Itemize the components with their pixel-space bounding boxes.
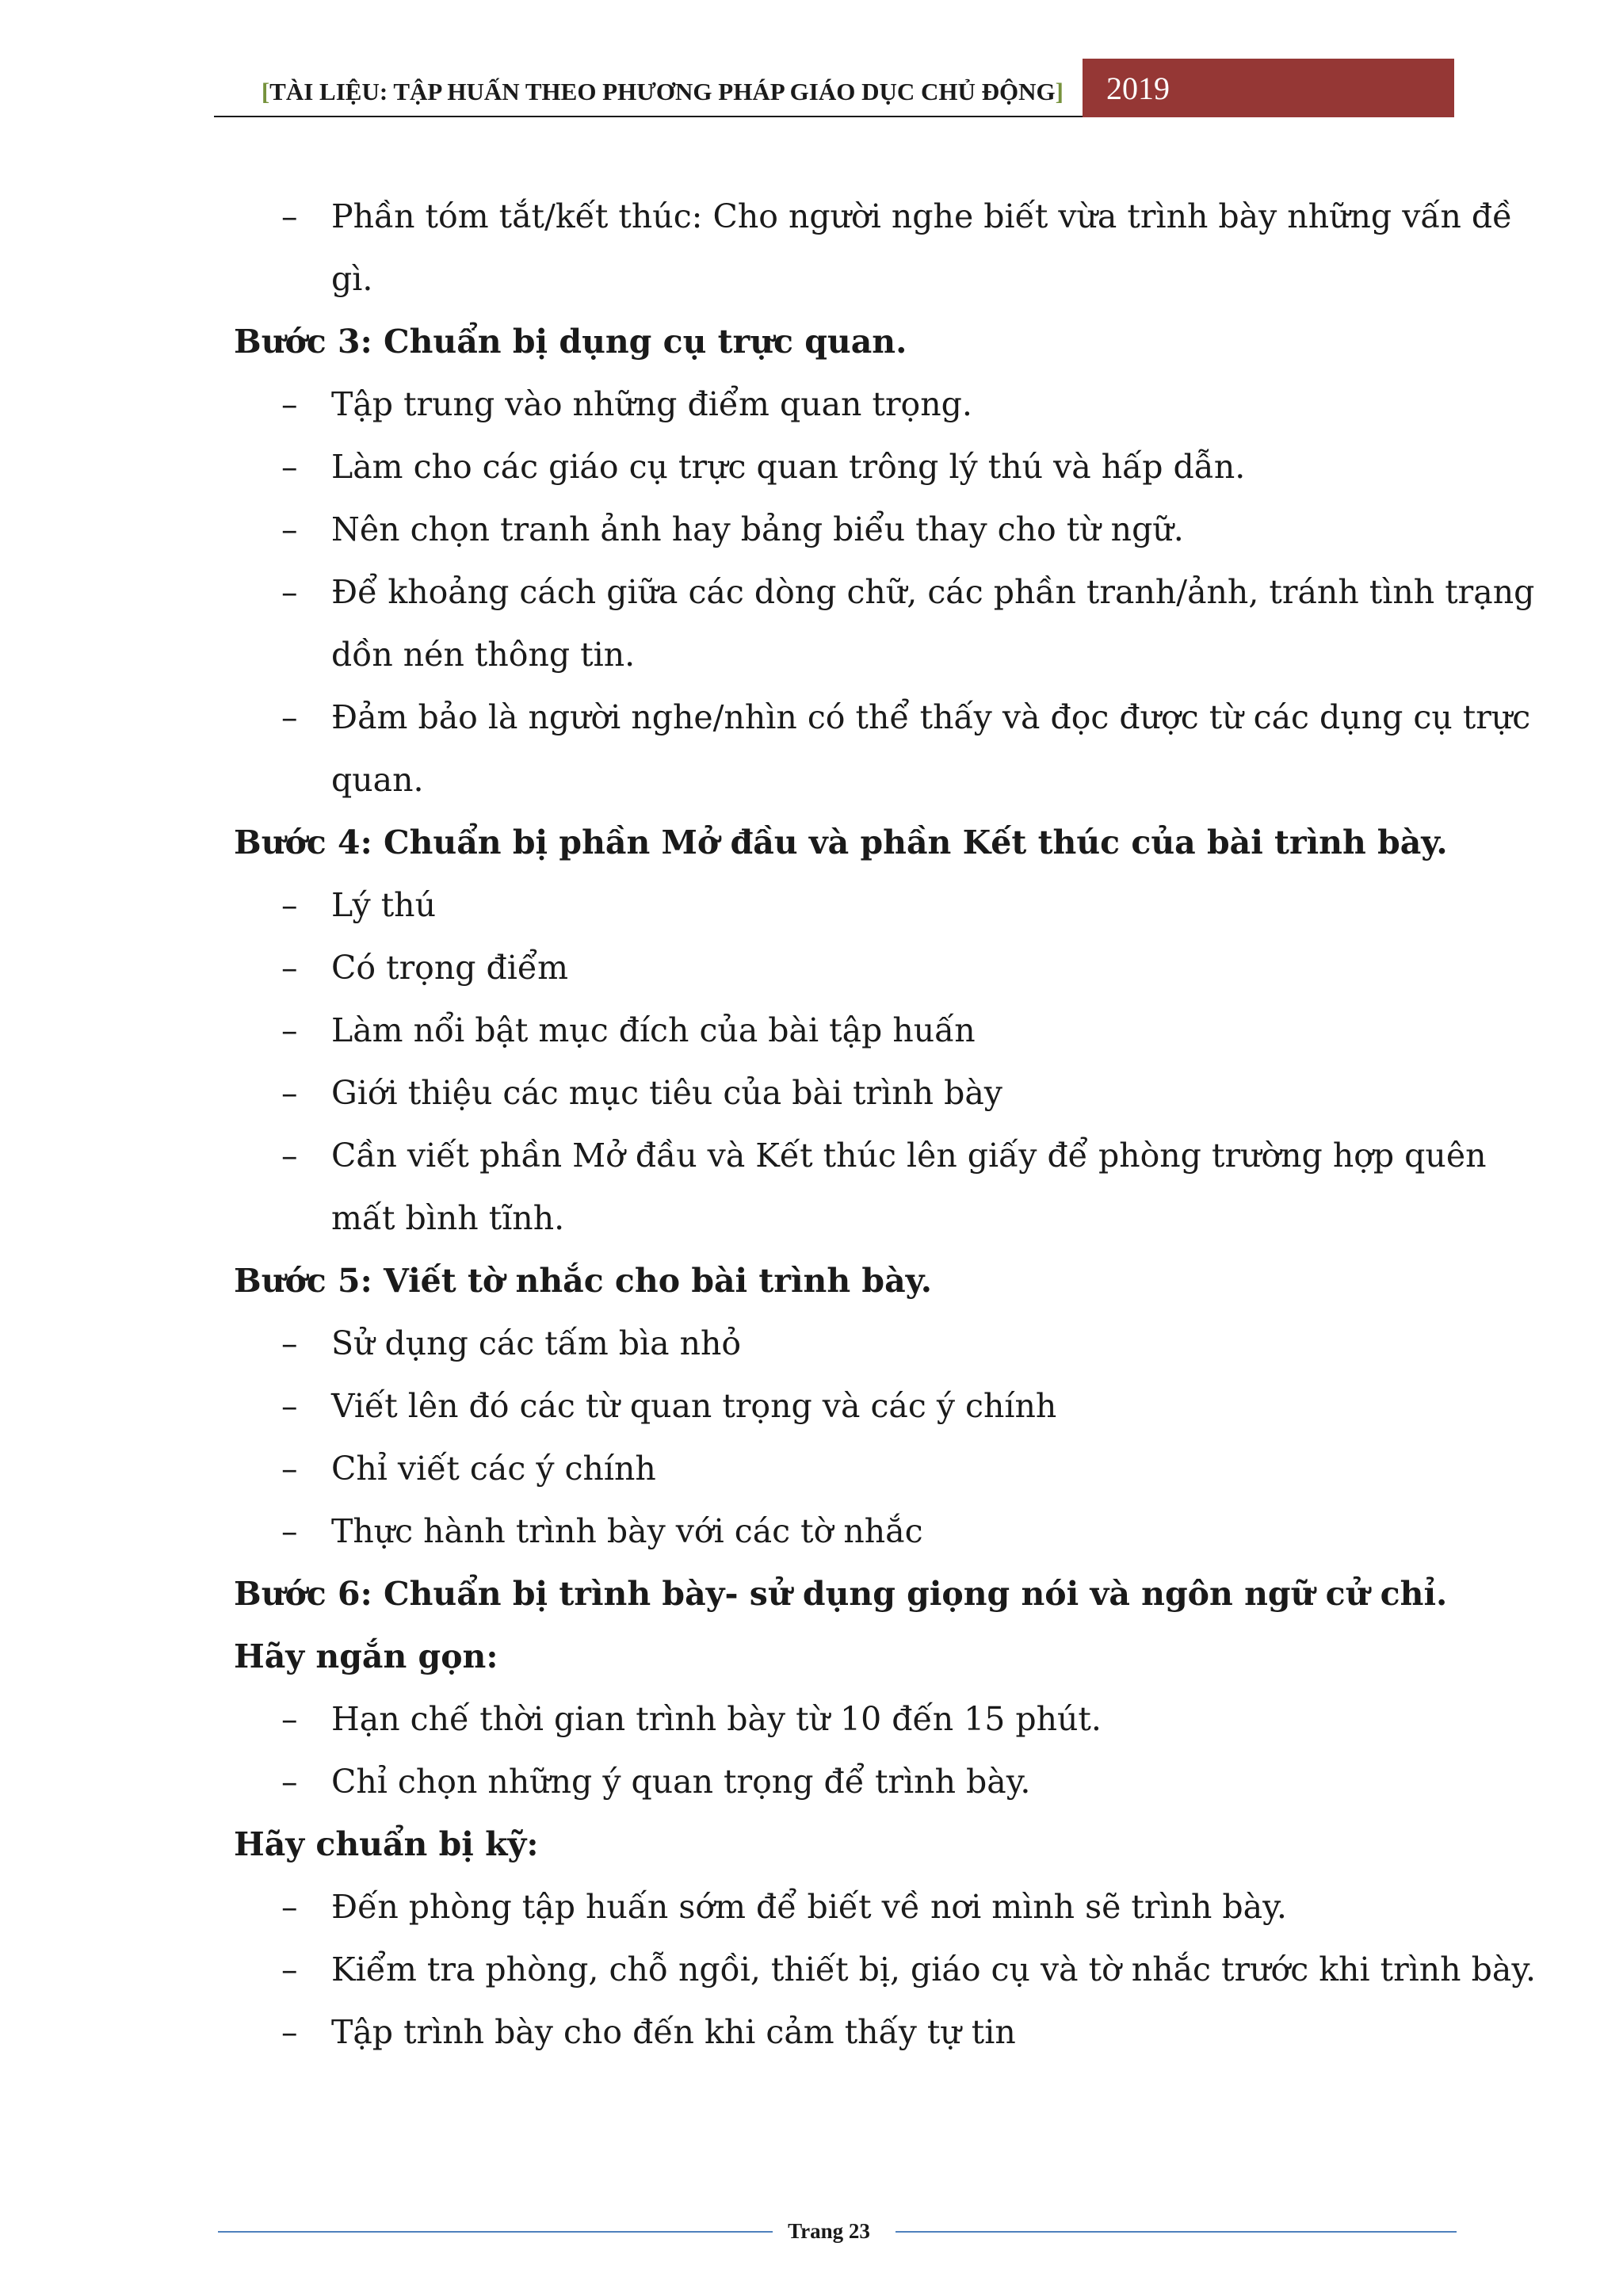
header-year: 2019 (1106, 70, 1170, 106)
step-5-item-1: Sử dụng các tấm bìa nhỏ (331, 1324, 742, 1362)
bullet-dash: – (281, 1763, 298, 1801)
step-3-item-3: Nên chọn tranh ảnh hay bảng biểu thay cho từ ngữ. (331, 510, 1184, 548)
step-3-item-1: Tập trung vào những điểm quan trọng. (331, 385, 972, 423)
be-prepared-item-1: Đến phòng tập huấn sớm để biết về nơi mình sẽ trình bày. (331, 1888, 1287, 1926)
bullet-dash: – (281, 1950, 298, 1988)
step-3-item-4: Để khoảng cách giữa các dòng chữ, các phần tranh/ảnh, tránh tình trạng (331, 573, 1535, 611)
bullet-dash: – (281, 385, 298, 423)
step-5-heading: Bước 5: Viết tờ nhắc cho bài trình bày. (234, 1262, 933, 1300)
step-5-item-4: Thực hành trình bày với các tờ nhắc (331, 1512, 923, 1550)
bullet-dash: – (281, 510, 298, 548)
header-bracket-open: [ (261, 78, 270, 105)
page-number: Trang 23 (788, 2219, 870, 2243)
bullet-dash: – (281, 1137, 298, 1175)
step-4-item-3: Làm nổi bật mục đích của bài tập huấn (331, 1011, 976, 1049)
bullet-dash: – (281, 1512, 298, 1550)
step-4-item-2: Có trọng điểm (331, 949, 568, 987)
bullet-dash: – (281, 1011, 298, 1049)
be-prepared-item-3: Tập trình bày cho đến khi cảm thấy tự tin (331, 2013, 1016, 2051)
bullet-dash: – (281, 1387, 298, 1425)
be-prepared-heading: Hãy chuẩn bị kỹ: (234, 1825, 539, 1863)
step-3-item-2: Làm cho các giáo cụ trực quan trông lý thú và hấp dẫn. (331, 448, 1246, 486)
bullet-dash: – (281, 448, 298, 486)
step-4-item-5-cont: mất bình tĩnh. (331, 1199, 565, 1237)
bullet-dash: – (281, 573, 298, 611)
bullet-dash: – (281, 1700, 298, 1738)
step-4-item-4: Giới thiệu các mục tiêu của bài trình bày (331, 1074, 1002, 1112)
bullet-dash: – (281, 1324, 298, 1362)
be-concise-item-1: Hạn chế thời gian trình bày từ 10 đến 15 phút. (331, 1700, 1102, 1738)
be-concise-heading: Hãy ngắn gọn: (234, 1637, 498, 1675)
bullet-dash: – (281, 197, 298, 235)
footer-rule-right (896, 2231, 1457, 2233)
step-6-heading: Bước 6: Chuẩn bị trình bày- sử dụng giọng nói và ngôn ngữ cử chỉ. (234, 1575, 1448, 1613)
be-concise-item-2: Chỉ chọn những ý quan trọng để trình bày. (331, 1763, 1031, 1801)
step-5-item-3: Chỉ viết các ý chính (331, 1450, 656, 1488)
bullet-dash: – (281, 698, 298, 736)
bullet-dash: – (281, 1074, 298, 1112)
header-rule (214, 116, 1083, 117)
summary-item: Phần tóm tắt/kết thúc: Cho người nghe biết vừa trình bày những vấn đề (331, 197, 1513, 235)
bullet-dash: – (281, 886, 298, 924)
step-3-heading: Bước 3: Chuẩn bị dụng cụ trực quan. (234, 323, 907, 361)
bullet-dash: – (281, 1450, 298, 1488)
header-bracket-close: ] (1055, 78, 1064, 105)
summary-item-cont: gì. (331, 260, 373, 298)
header-title-text: TÀI LIỆU: TẬP HUẤN THEO PHƯƠNG PHÁP GIÁO DỤC CHỦ ĐỘNG (269, 78, 1056, 105)
header-year-badge (1083, 59, 1454, 117)
step-5-item-2: Viết lên đó các từ quan trọng và các ý chính (331, 1387, 1057, 1425)
footer-rule-left (218, 2231, 773, 2233)
bullet-dash: – (281, 949, 298, 987)
bullet-dash: – (281, 1888, 298, 1926)
step-3-item-5: Đảm bảo là người nghe/nhìn có thể thấy và đọc được từ các dụng cụ trực (331, 698, 1531, 736)
step-4-item-1: Lý thú (331, 886, 436, 924)
be-prepared-item-2: Kiểm tra phòng, chỗ ngồi, thiết bị, giáo cụ và tờ nhắc trước khi trình bày. (331, 1950, 1537, 1988)
step-3-item-5-cont: quan. (331, 761, 424, 799)
step-4-item-5: Cần viết phần Mở đầu và Kết thúc lên giấy để phòng trường hợp quên (331, 1137, 1487, 1175)
step-3-item-4-cont: dồn nén thông tin. (331, 636, 636, 674)
bullet-dash: – (281, 2013, 298, 2051)
step-4-heading: Bước 4: Chuẩn bị phần Mở đầu và phần Kết thúc của bài trình bày. (234, 823, 1448, 861)
